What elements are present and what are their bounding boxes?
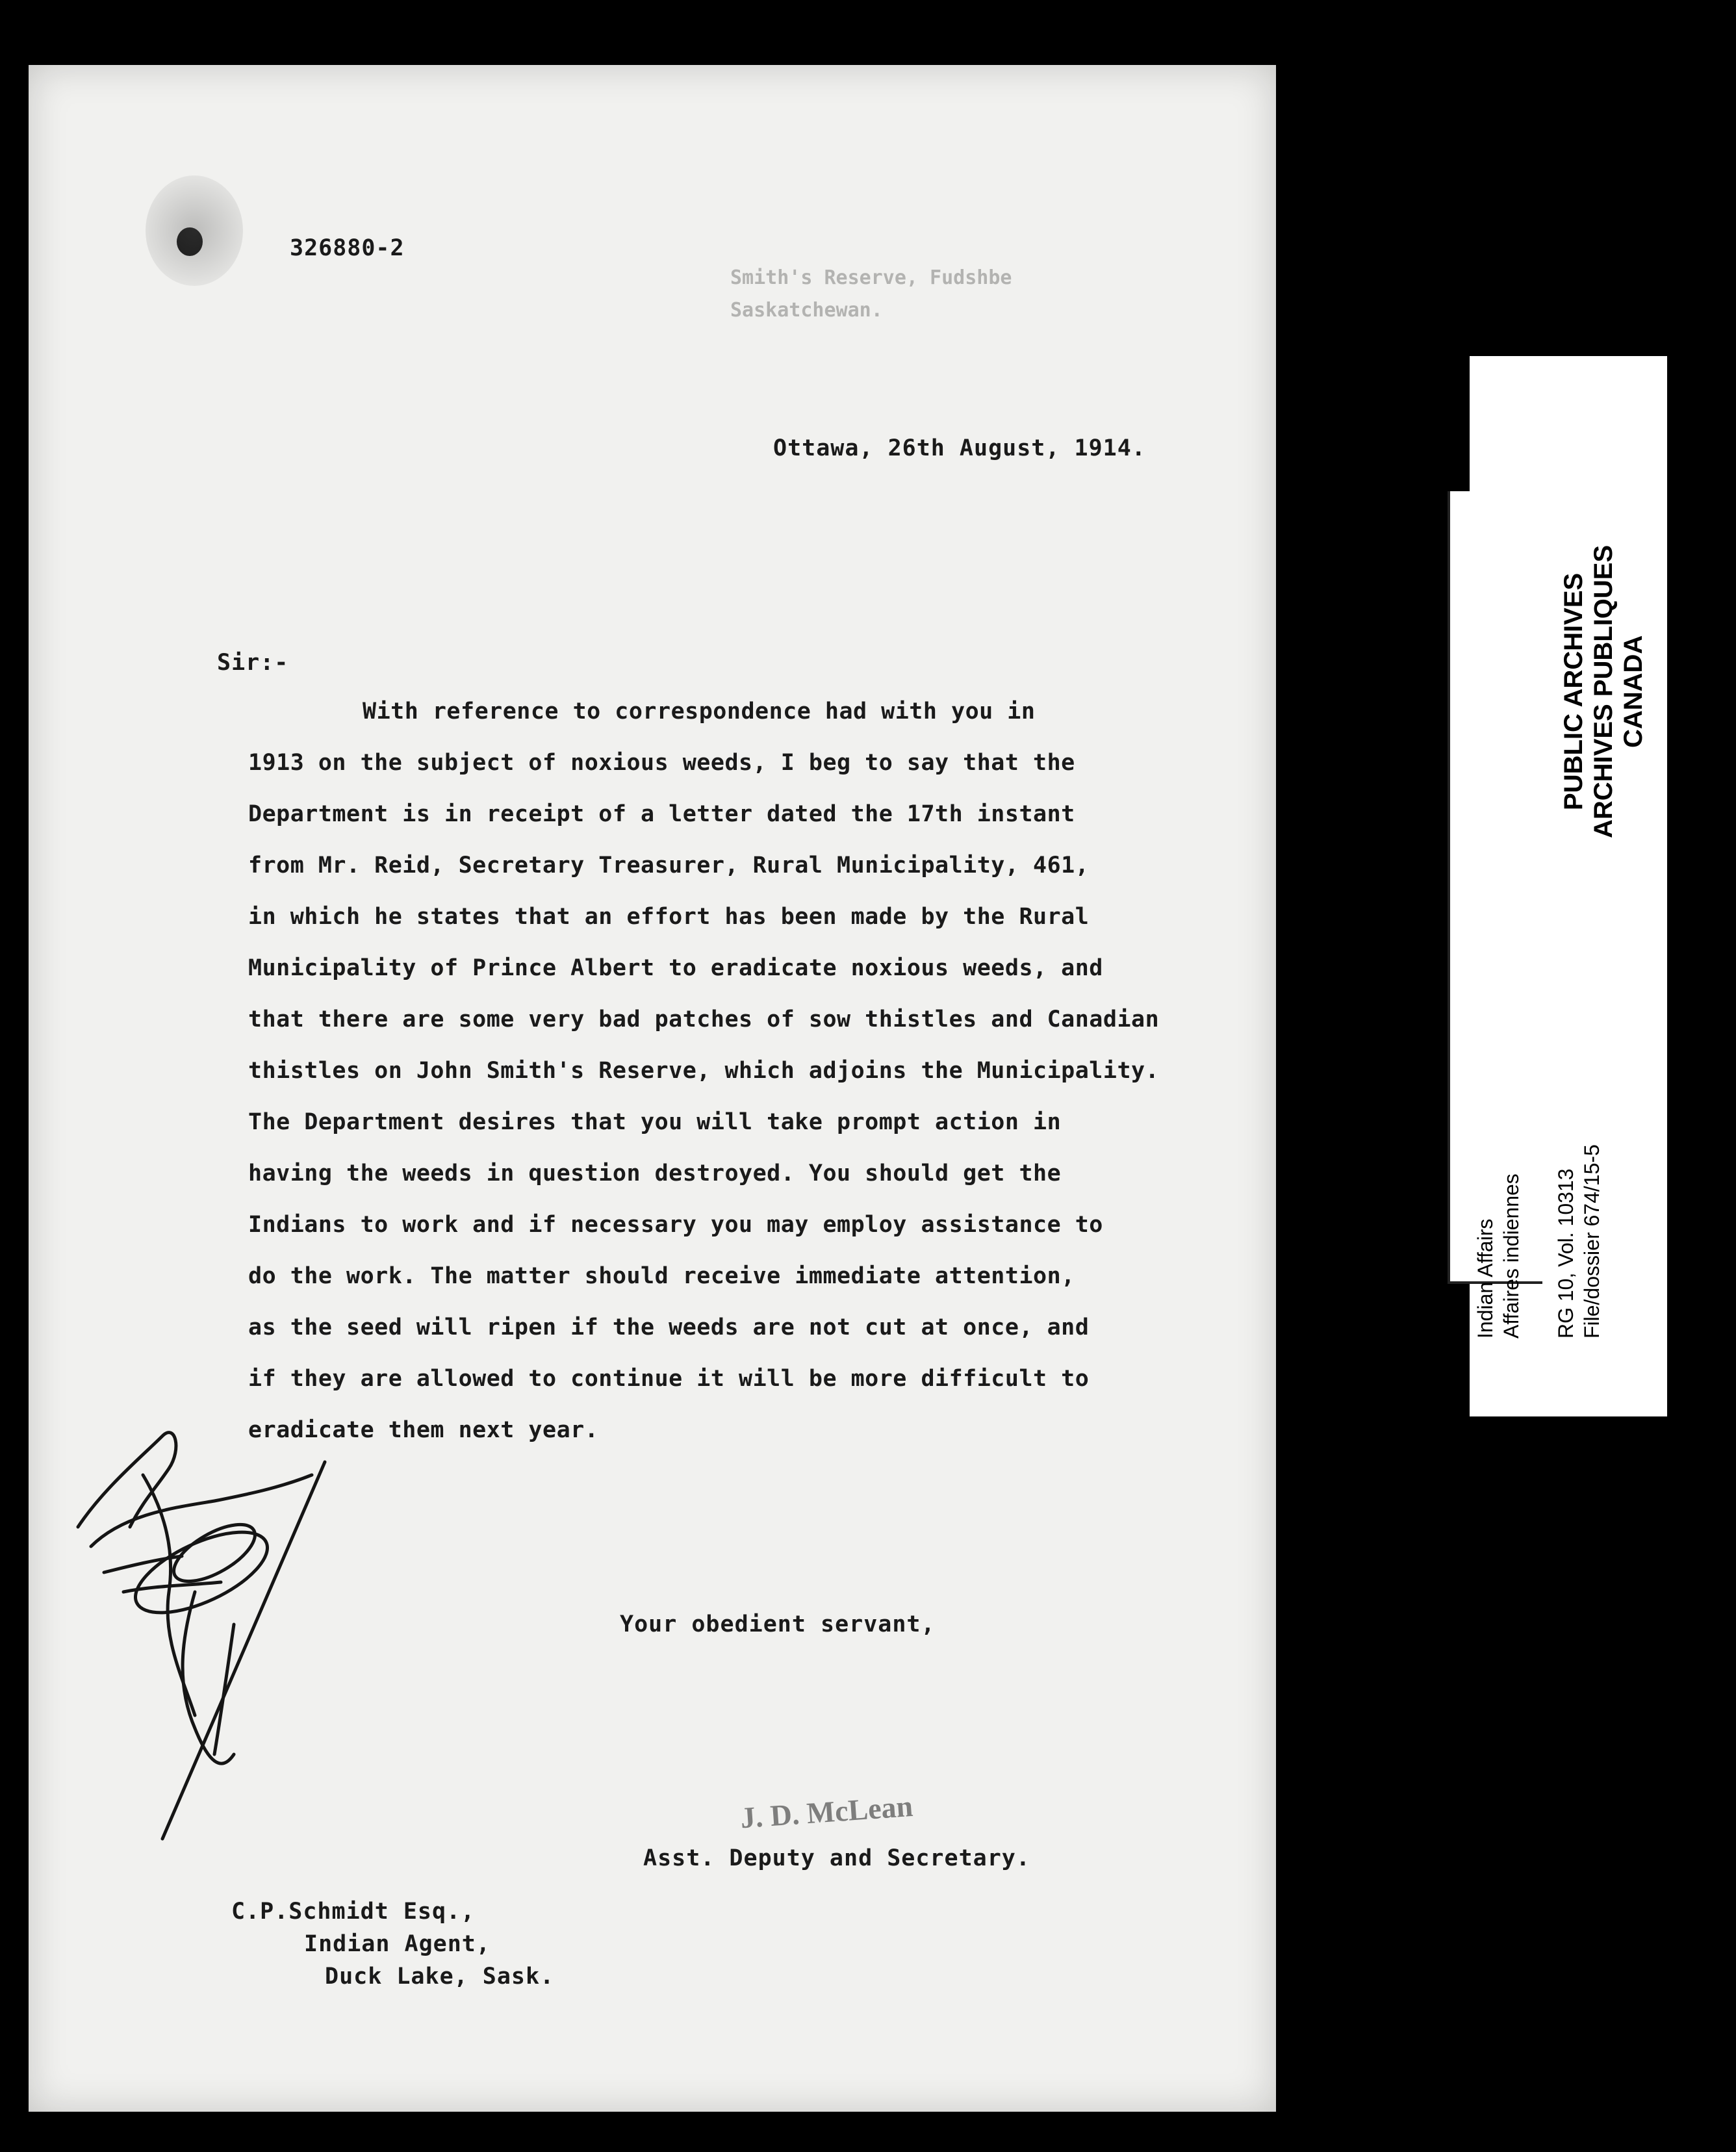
recipient-line-2: Indian Agent, xyxy=(304,1931,491,1957)
body-line: Indians to work and if necessary you may employ assistance to xyxy=(248,1212,1103,1238)
archive-label-col1-line1: Indian Affairs xyxy=(1474,1218,1497,1339)
closing: Your obedient servant, xyxy=(620,1611,936,1637)
body-line: Municipality of Prince Albert to eradicate noxious weeds, and xyxy=(248,955,1103,981)
faint-header-line-2: Saskatchewan. xyxy=(730,299,883,322)
body-line: do the work. The matter should receive immediate attention, xyxy=(248,1263,1075,1289)
archive-label-col1-line2: Affaires indiennes xyxy=(1500,1173,1523,1339)
body-line: thistles on John Smith's Reserve, which adjoins the Municipality. xyxy=(248,1058,1160,1084)
body-line: from Mr. Reid, Secretary Treasurer, Rural Municipality, 461, xyxy=(248,852,1090,878)
archive-label-col2-line1: RG 10, Vol. 10313 xyxy=(1554,1168,1577,1339)
date-line: Ottawa, 26th August, 1914. xyxy=(773,435,1146,461)
handwritten-initials xyxy=(65,1377,364,1858)
archive-label-col3-line2: ARCHIVES PUBLIQUES xyxy=(1589,544,1618,838)
archive-label-col2-line2: File/dossier 674/15-5 xyxy=(1580,1144,1603,1339)
body-line: The Department desires that you will take prompt action in xyxy=(248,1109,1062,1135)
archive-label-col3-line1: PUBLIC ARCHIVES xyxy=(1559,572,1588,810)
body-line: if they are allowed to continue it will be more difficult to xyxy=(248,1366,1090,1392)
faint-header-line-1: Smith's Reserve, Fudshbe xyxy=(730,266,1012,289)
body-line: Department is in receipt of a letter dated the 17th instant xyxy=(248,801,1075,827)
signer-title: Asst. Deputy and Secretary. xyxy=(643,1845,1030,1871)
svg-text:J. D. McLean: J. D. McLean xyxy=(739,1789,914,1835)
body-line: that there are some very bad patches of sow thistles and Canadian xyxy=(248,1006,1160,1032)
file-number: 326880-2 xyxy=(290,235,405,261)
archive-label-col3-line3: CANADA xyxy=(1619,635,1648,748)
body-line: 1913 on the subject of noxious weeds, I beg to say that the xyxy=(248,750,1075,776)
signature-stamp xyxy=(734,1780,1020,1852)
salutation: Sir:- xyxy=(217,650,289,676)
body-line: as the seed will ripen if the weeds are not cut at once, and xyxy=(248,1314,1090,1340)
body-line: in which he states that an effort has been made by the Rural xyxy=(248,904,1090,930)
recipient-line-1: C.P.Schmidt Esq., xyxy=(231,1899,476,1925)
body-line: having the weeds in question destroyed. You should get the xyxy=(248,1160,1062,1186)
archive-label-tab xyxy=(1448,491,1542,1284)
body-line: eradicate them next year. xyxy=(248,1417,599,1443)
recipient-line-3: Duck Lake, Sask. xyxy=(325,1964,555,1990)
body-line: With reference to correspondence had with you in xyxy=(363,698,1036,724)
paper-smudge xyxy=(146,175,243,286)
